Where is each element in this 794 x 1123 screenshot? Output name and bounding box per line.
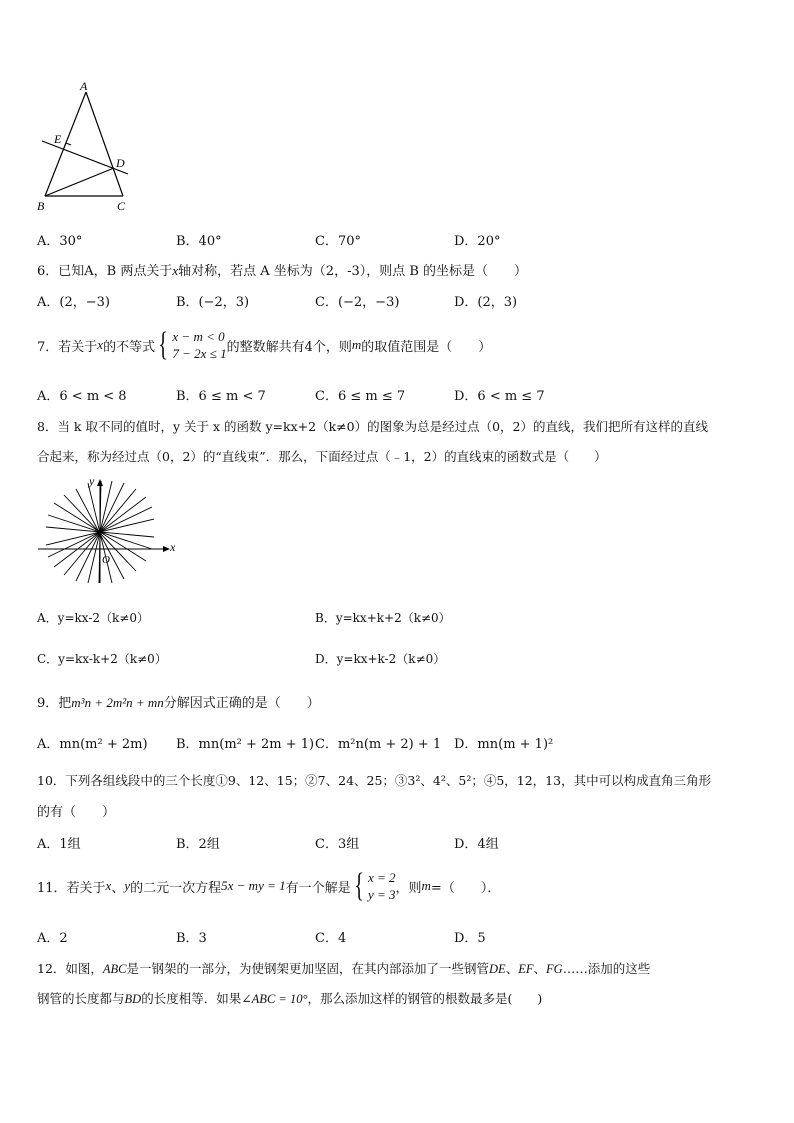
q11-stem-e: =（ ）．	[430, 880, 501, 896]
q11-stem-d: ，则	[395, 880, 422, 896]
q7-stem	[37, 325, 491, 365]
q12-line-2	[37, 989, 542, 1007]
q12-fg: FG	[546, 962, 563, 976]
q7-stem-a: 7．若关于	[37, 339, 98, 355]
q7-brace: {	[158, 326, 169, 363]
q7-option-d[interactable]: D．6 < m ≤ 7	[454, 389, 545, 404]
q9-expr: m³n + 2m²n + mn	[71, 695, 164, 710]
q7-stem-b: 的不等式	[103, 339, 156, 355]
label-b: B	[37, 199, 45, 213]
q7-ineq-2: 7 − 2x ≤ 1	[172, 346, 227, 361]
q5-option-b[interactable]: B．40°	[176, 234, 222, 249]
q6-option-a[interactable]: A．(2，−3)	[37, 295, 110, 310]
q11-eq-2: y = 3	[367, 887, 396, 902]
q12-l1-b: 是一钢架的一部分，为使钢架更加坚固，在其内部添加了一些钢管	[126, 961, 490, 976]
q7-stem-d: 的取值范围是（ ）	[361, 339, 492, 355]
q7-stem-c: 的整数解共有4个，则	[226, 339, 352, 355]
side-ac	[86, 92, 123, 196]
q9-stem	[37, 692, 320, 711]
q8-option-c[interactable]: C．y=kx-k+2（k≠0）	[37, 652, 167, 666]
q10-option-c[interactable]: C．3组	[315, 837, 360, 852]
q11-stem-b: 的二元一次方程	[130, 880, 222, 896]
q10-option-a[interactable]: A．1组	[37, 837, 81, 852]
q11-system-lines	[368, 869, 396, 903]
q8-line-1: 8．当 k 取不同的值时，y 关于 x 的函数 y=kx+2（k≠0）的图象为总是经过点（0，2）的直线，我们把所有这样的直线	[37, 419, 708, 434]
q12-l1-c: ……添加的这些	[562, 961, 651, 976]
q10-option-b[interactable]: B．2组	[176, 837, 220, 852]
pencil-point	[98, 530, 102, 534]
q9-option-c[interactable]: C．m²n(m + 2) + 1	[315, 737, 442, 752]
q12-sep2: 、	[533, 961, 547, 976]
q11-var-m: m	[421, 878, 431, 893]
q11-var-y: y	[124, 878, 131, 893]
q9-stem-b: 分解因式正确的是（ ）	[163, 696, 320, 711]
q7-var-m: m	[351, 337, 362, 352]
label-d: D	[116, 156, 125, 170]
q7-system-lines	[172, 328, 226, 362]
q12-l1-a: 12．如图，	[37, 961, 103, 976]
q12-l2-b: 的长度相等．如果	[141, 991, 242, 1006]
q12-de: DE	[489, 962, 506, 976]
line-bundle-figure	[34, 475, 179, 587]
q11-system	[351, 869, 396, 903]
q8-option-b[interactable]: B．y=kx+k+2（k≠0）	[315, 611, 451, 625]
y-axis-arrow	[97, 479, 103, 486]
q6-stem-b: 轴对称，若点 A 坐标为（2，-3），则点 B 的坐标是（ ）	[178, 264, 528, 279]
q10-line-1: 10．下列各组线段中的三个长度①9、12、15；②7、24、25；③3²、4²、5²；④5，12，13，其中可以构成直角三角形	[37, 773, 712, 788]
q5-option-a[interactable]: A．30°	[37, 234, 83, 249]
segment-bd	[45, 168, 114, 196]
q11-stem	[37, 866, 500, 906]
q11-option-b[interactable]: B．3	[176, 931, 207, 946]
q6-stem	[37, 260, 527, 279]
q5-option-d[interactable]: D．20°	[454, 234, 501, 249]
q6-option-d[interactable]: D．(2，3)	[454, 295, 518, 310]
triangle-figure	[30, 78, 140, 218]
q11-eq-1: x = 2	[367, 870, 396, 885]
x-axis-label: x	[170, 540, 176, 554]
q6-option-b[interactable]: B．(−2，3)	[176, 295, 250, 310]
origin-label: O	[102, 554, 110, 566]
q8-line-2: 合起来，称为经过点（0，2）的“直线束”．那么，下面经过点（﹣1，2）的直线束的函数式是（ ）	[37, 449, 607, 464]
q6-stem-a: 6．已知A，B 两点关于	[37, 264, 173, 279]
q12-angle: ∠ABC = 10°	[241, 992, 308, 1006]
q11-brace: {	[353, 867, 364, 904]
q12-ef: EF	[518, 962, 534, 976]
q8-option-a[interactable]: A．y=kx-2（k≠0）	[37, 611, 149, 625]
q11-equation: 5x − my = 1	[221, 878, 286, 893]
x-axis-arrow	[163, 546, 170, 552]
q10-option-d[interactable]: D．4组	[454, 837, 499, 852]
q7-ineq-1: x − m < 0	[172, 329, 225, 344]
q10-line-2: 的有（ ）	[37, 805, 116, 820]
q9-option-b[interactable]: B．mn(m² + 2m + 1)	[176, 737, 315, 752]
y-axis-label: y	[89, 475, 95, 488]
q11-var-x: x	[105, 878, 112, 893]
q11-sep: 、	[111, 880, 125, 896]
q12-sep1: 、	[505, 961, 519, 976]
q7-var-x: x	[97, 337, 104, 352]
q11-option-a[interactable]: A．2	[37, 931, 68, 946]
q7-option-b[interactable]: B．6 ≤ m < 7	[176, 389, 266, 404]
q11-option-c[interactable]: C．4	[315, 931, 347, 946]
q9-option-d[interactable]: D．mn(m + 1)²	[454, 737, 554, 752]
q6-option-c[interactable]: C．(−2，−3)	[315, 295, 400, 310]
q9-option-a[interactable]: A．mn(m² + 2m)	[37, 737, 148, 752]
q6-var-x: x	[172, 263, 179, 278]
q7-system	[155, 328, 227, 362]
q7-option-a[interactable]: A．6 < m < 8	[37, 389, 127, 404]
q12-abc: ABC	[102, 962, 127, 976]
label-c: C	[117, 199, 126, 213]
q12-bd: BD	[124, 992, 142, 1006]
q5-option-c[interactable]: C．70°	[315, 234, 361, 249]
q11-stem-c: 有一个解是	[285, 880, 351, 896]
label-e: E	[54, 132, 62, 146]
q11-option-d[interactable]: D．5	[454, 931, 486, 946]
q8-option-d[interactable]: D．y=kx+k-2（k≠0）	[315, 652, 446, 666]
q7-option-c[interactable]: C．6 ≤ m ≤ 7	[315, 389, 406, 404]
q12-line-1	[37, 959, 650, 977]
q11-stem-a: 11．若关于	[37, 880, 106, 896]
label-a: A	[80, 79, 88, 93]
q12-l2-a: 钢管的长度都与	[37, 991, 125, 1006]
q12-l2-c: ，那么添加这样的钢管的根数最多是( )	[307, 991, 543, 1006]
q9-stem-a: 9．把	[37, 696, 72, 711]
